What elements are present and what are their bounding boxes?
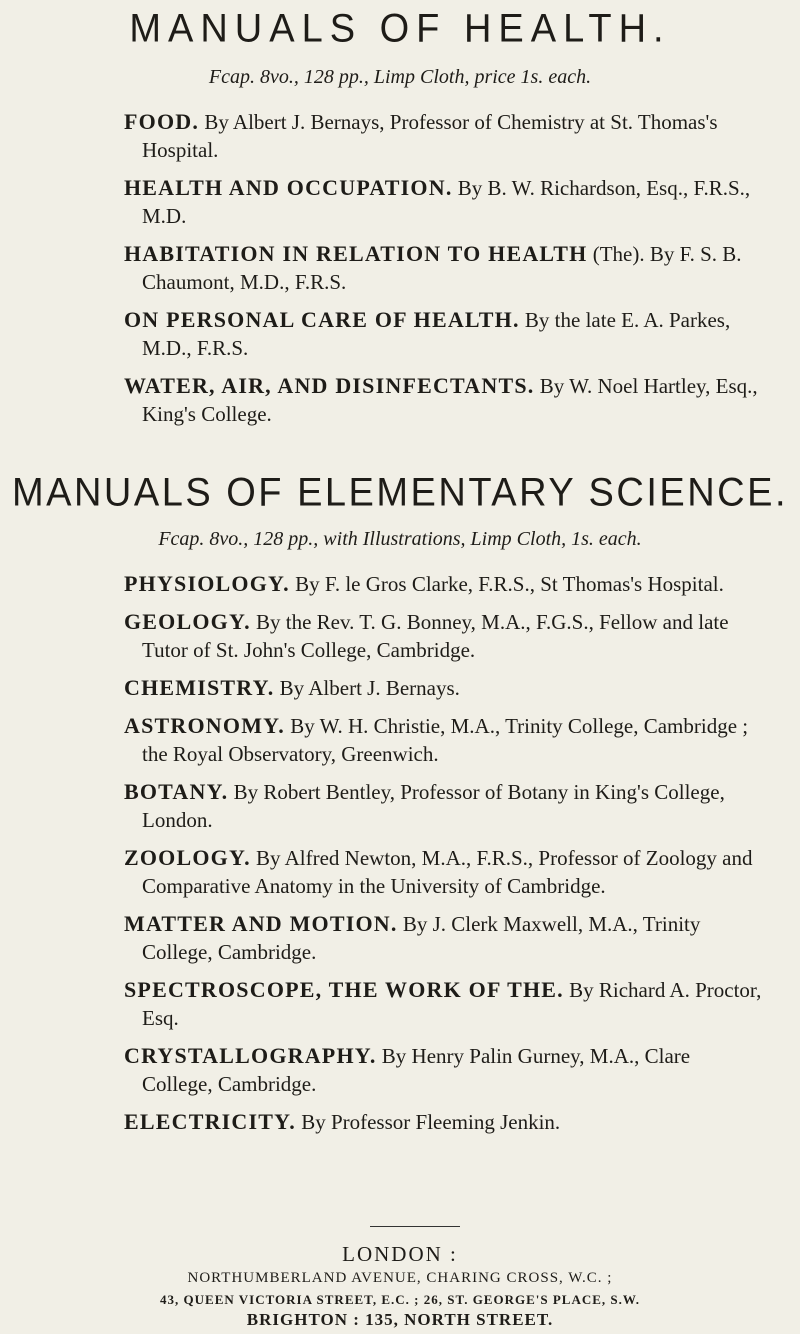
imprint-address-1: NORTHUMBERLAND AVENUE, CHARING CROSS, W.C. ; [187,1270,613,1286]
entry-text: By Professor Fleeming Jenkin. [301,1110,561,1134]
entry-title: ELECTRICITY. [124,1109,296,1134]
list-item [124,570,764,598]
entry-title: ON PERSONAL CARE OF HEALTH. [124,307,520,332]
list-item [124,674,764,702]
science-manuals-list [124,570,764,1146]
imprint-city: LONDON : [342,1242,458,1266]
entry-text: By the late E. A. Parkes, M.D., F.R.S. [142,308,731,360]
health-manuals-subtitle: Fcap. 8vo., 128 pp., Limp Cloth, price 1s. each. [208,66,592,88]
entry-title: HEALTH AND OCCUPATION. [124,175,453,200]
list-item [124,712,764,768]
entry-text: By Richard A. Proctor, Esq. [142,978,762,1030]
entry-text: By Albert J. Bernays, Professor of Chemistry at St. Thomas's Hospital. [142,110,718,162]
list-item [124,240,764,296]
entry-text: By Robert Bentley, Professor of Botany in King's College, London. [142,780,725,832]
entry-text: By Henry Palin Gurney, M.A., Clare College, Cambridge. [142,1044,691,1096]
entry-text: By J. Clerk Maxwell, M.A., Trinity College, Cambridge. [142,912,701,964]
list-item [124,174,764,230]
list-item [124,976,764,1032]
entry-text: (The). By F. S. B. Chaumont, M.D., F.R.S. [142,242,742,294]
entry-title: ASTRONOMY. [124,713,285,738]
entry-title: CRYSTALLOGRAPHY. [124,1043,377,1068]
entry-title: MATTER AND MOTION. [124,911,398,936]
entry-text: By Albert J. Bernays. [279,676,460,700]
imprint-address-2: 43, QUEEN VICTORIA STREET, E.C. ; 26, ST. GEORGE'S PLACE, S.W. [160,1292,640,1307]
entry-text: By B. W. Richardson, Esq., F.R.S., M.D. [142,176,751,228]
science-manuals-subtitle: Fcap. 8vo., 128 pp., with Illustrations, Limp Cloth, 1s. each. [158,528,642,550]
list-item [124,306,764,362]
entry-text: By F. le Gros Clarke, F.R.S., St Thomas's Hospital. [295,572,724,596]
entry-title: FOOD. [124,109,200,134]
entry-title: WATER, AIR, AND DISINFECTANTS. [124,373,535,398]
divider [370,1226,460,1227]
entry-title: HABITATION IN RELATION TO HEALTH [124,241,588,266]
entry-title: GEOLOGY. [124,609,251,634]
entry-text: By W. Noel Hartley, Esq., King's College. [142,374,758,426]
list-item [124,1108,764,1136]
entry-title: BOTANY. [124,779,229,804]
entry-title: CHEMISTRY. [124,675,275,700]
list-item [124,778,764,834]
imprint-address-3: BRIGHTON : 135, NORTH STREET. [246,1310,554,1329]
list-item [124,372,764,428]
entry-text: By W. H. Christie, M.A., Trinity College, Cambridge ; the Royal Observatory, Greenwich. [142,714,749,766]
entry-title: ZOOLOGY. [124,845,251,870]
entry-text: By the Rev. T. G. Bonney, M.A., F.G.S., Fellow and late Tutor of St. John's College, Cambridge. [142,610,729,662]
list-item [124,844,764,900]
list-item [124,108,764,164]
science-manuals-heading: MANUALS OF ELEMENTARY SCIENCE. [11,470,789,516]
health-manuals-list [124,108,764,438]
list-item [124,1042,764,1098]
list-item [124,910,764,966]
health-manuals-heading: MANUALS OF HEALTH. [129,6,671,52]
entry-text: By Alfred Newton, M.A., F.R.S., Professor of Zoology and Comparative Anatomy in the University of Cambridge. [142,846,753,898]
entry-title: SPECTROSCOPE, THE WORK OF THE. [124,977,564,1002]
list-item [124,608,764,664]
entry-title: PHYSIOLOGY. [124,571,290,596]
